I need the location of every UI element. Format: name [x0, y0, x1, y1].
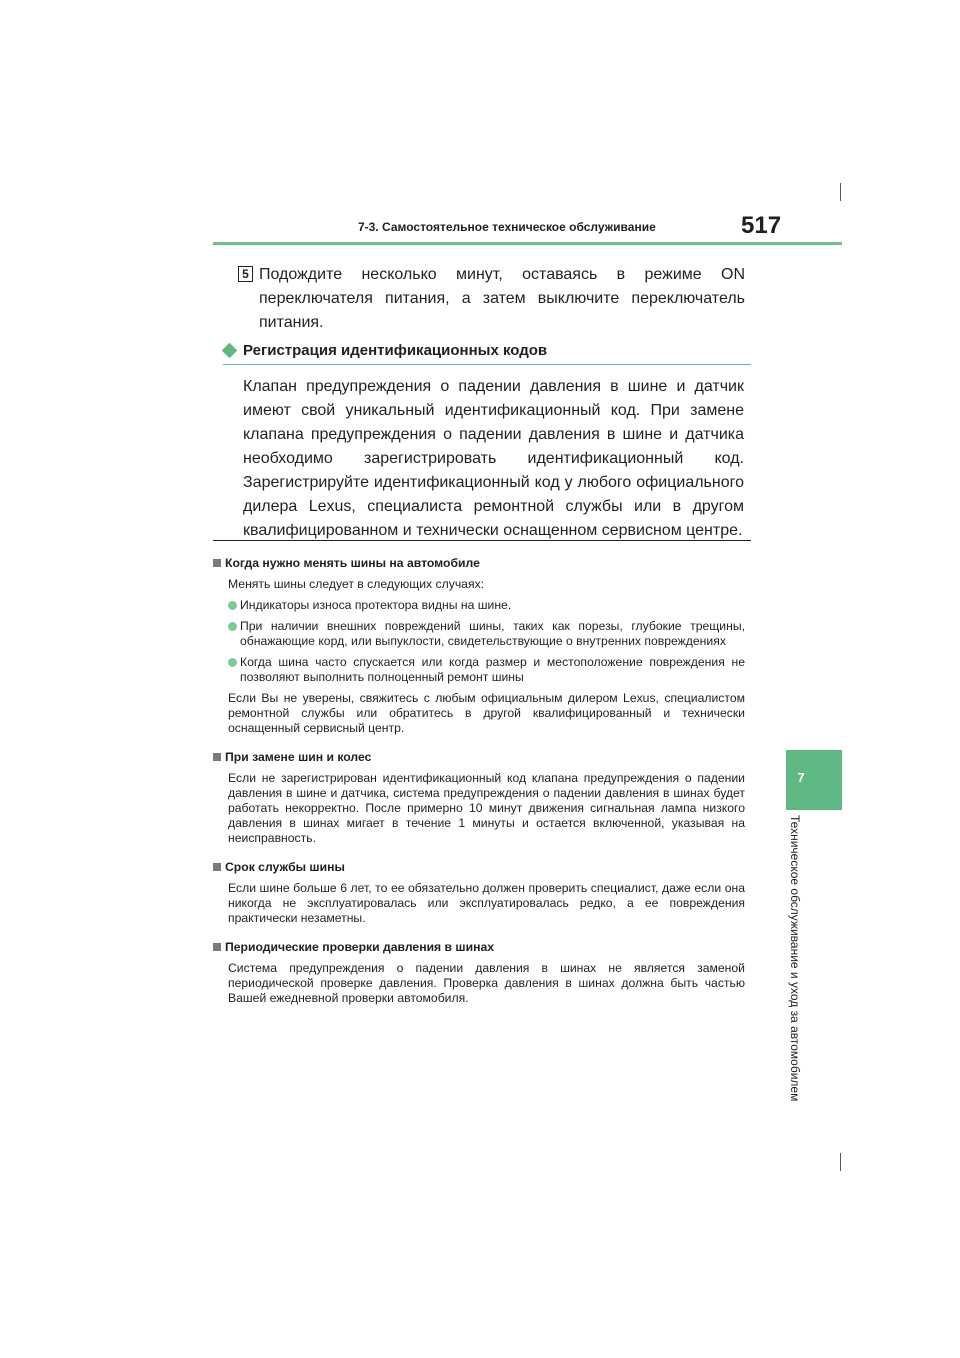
registration-heading: Регистрация идентификационных кодов: [243, 342, 548, 359]
square-bullet-icon: [213, 753, 221, 761]
list-item: [228, 598, 745, 613]
notes-separator: [213, 540, 751, 541]
note-paragraph: Если Вы не уверены, свяжитесь с любым официальным дилером Lexus, специалистом ремонтной службы или обратитесь в другой квалифицированный и технически оснащенный сервисный центр.: [228, 691, 745, 735]
note-heading: [213, 940, 745, 955]
header-divider: [213, 242, 842, 245]
note-heading-text: При замене шин и колес: [225, 750, 372, 764]
note-paragraph: Менять шины следует в следующих случаях:: [228, 577, 485, 591]
circle-bullet-icon: [228, 601, 237, 610]
list-item-text: Когда шина часто спускается или когда размер и местоположение повреждения не позволяют выполнить полноценный ремонт шины: [240, 655, 745, 684]
circle-bullet-icon: [228, 658, 237, 667]
note-paragraph: Если шине больше 6 лет, то ее обязательно должен проверить специалист, даже если она никогда не эксплуатировалась или эксплуатировалась редко, а ее повреждения практически незаметны.: [228, 881, 745, 925]
crop-mark-bottom: [840, 1153, 841, 1171]
chapter-vertical-text: Техническое обслуживание и уход за автомобилем: [788, 815, 802, 1102]
note-heading-text: Срок службы шины: [225, 860, 345, 874]
registration-paragraph: Клапан предупреждения о падении давления в шине и датчик имеют свой уникальный идентификационный код. При замене клапана предупреждения о падении давления в шине и датчика необходимо зарегистрировать идентификационный код. Зарегистрируйте идентификационный код у любого официального дилера Lexus, специалиста ремонтной службы или в другом квалифицированном и технически оснащенном сервисном центре.: [243, 378, 744, 539]
diamond-bullet-icon: [222, 343, 238, 359]
note-heading-text: Периодические проверки давления в шинах: [225, 940, 494, 954]
note-paragraph: Если не зарегистрирован идентификационный код клапана предупреждения о падении давления в шине и датчика, система предупреждения о падении давления в шинах будет работать некорректно. После примерно 10 минут движения сигнальная лампа низкого давления в шинах мигает в течение 1 минуты и остается включенной, указывая на неисправность.: [228, 771, 745, 845]
section-title: 7-3. Самостоятельное техническое обслуживание: [358, 220, 656, 234]
notes-section: [213, 551, 745, 1006]
chapter-number: 7: [797, 770, 805, 785]
note-heading: [213, 556, 745, 571]
list-item: [228, 655, 745, 685]
square-bullet-icon: [213, 943, 221, 951]
note-heading-text: Когда нужно менять шины на автомобиле: [225, 556, 480, 570]
registration-divider: [223, 364, 751, 365]
square-bullet-icon: [213, 559, 221, 567]
note-heading: [213, 860, 745, 875]
note-paragraph: Система предупреждения о падении давления в шинах не является заменой периодической проверке давления. Проверка давления в шинах должна быть частью Вашей ежедневной проверки автомобиля.: [228, 961, 745, 1005]
note-heading: [213, 750, 745, 765]
list-item: [228, 619, 745, 649]
chapter-vertical-title: [788, 815, 808, 1135]
square-bullet-icon: [213, 863, 221, 871]
page-number: 517: [741, 212, 782, 239]
circle-bullet-icon: [228, 622, 237, 631]
list-item-text: Индикаторы износа протектора видны на шине.: [240, 598, 512, 612]
step-text: Подождите несколько минут, оставаясь в режиме ON переключателя питания, а затем выключите переключатель питания.: [259, 266, 745, 331]
step-number-badge: 5: [238, 266, 253, 282]
list-item-text: При наличии внешних повреждений шины, таких как порезы, глубокие трещины, обнажающие корд, или выпуклости, свидетельствующие о внутренних повреждениях: [240, 619, 745, 648]
crop-mark-top: [840, 183, 841, 201]
